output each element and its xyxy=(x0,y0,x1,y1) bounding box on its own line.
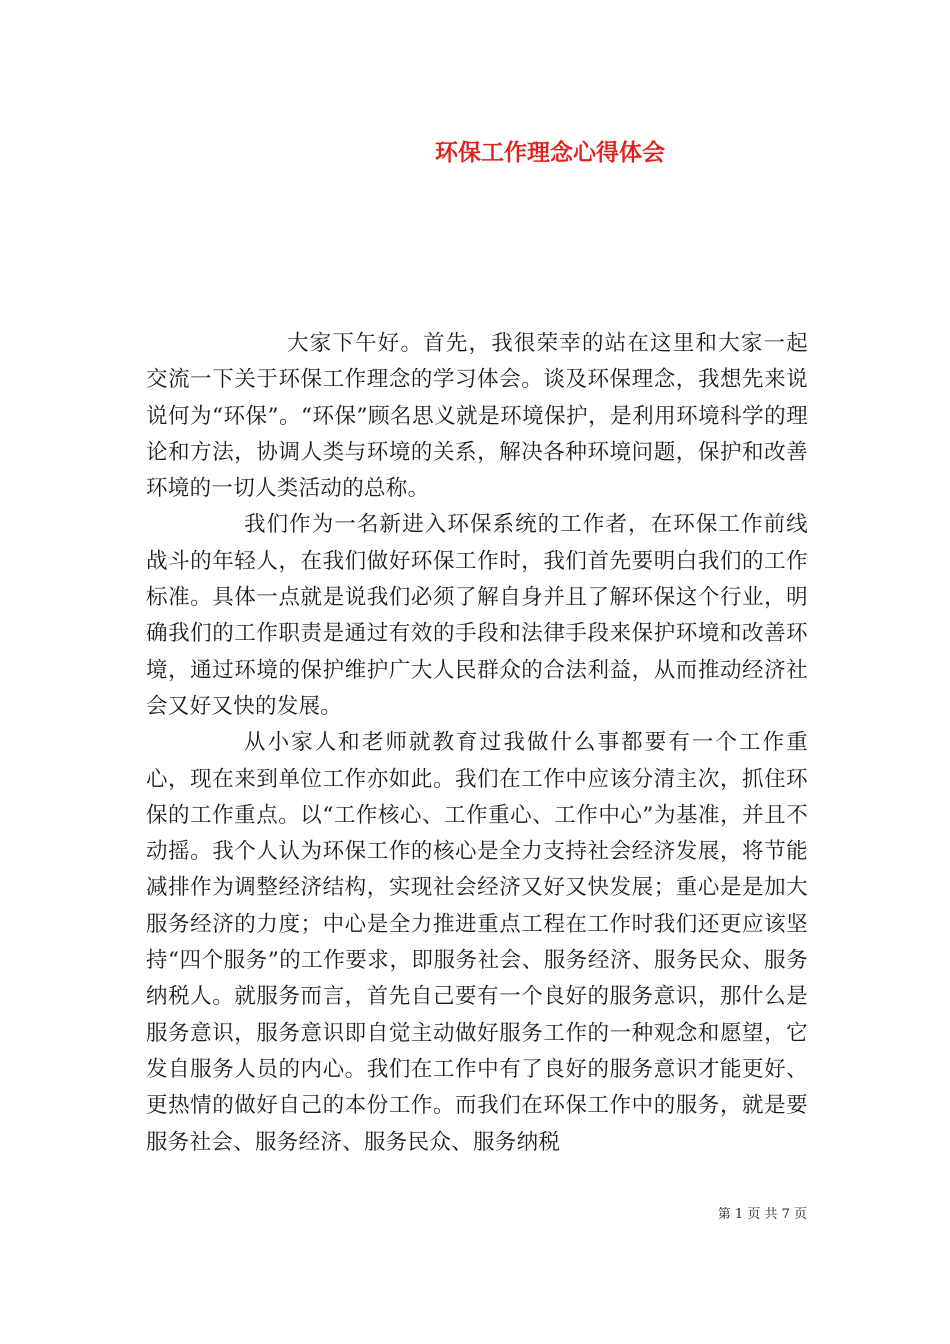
page-number-footer: 第 1 页 共 7 页 xyxy=(717,1207,807,1222)
paragraph-3: 从小家人和老师就教育过我做什么事都要有一个工作重心，现在来到单位工作亦如此。我们在工作中应该分清主次，抓住环保的工作重点。以“工作核心、工作重心、工作中心”为基准，并且不动摇。我个人认为环保工作的核心是全力支持社会经济发展，将节能减排作为调整经济结构，实现社会经济又好又快发展；重心是是加大服务经济的力度；中心是全力推进重点工程在工作时我们还更应该坚持“四个服务”的工作要求，即服务社会、服务经济、服务民众、服务纳税人。就服务而言，首先自己要有一个良好的服务意识，那什么是服务意识，服务意识即自觉主动做好服务工作的一种观念和愿望，它发自服务人员的内心。我们在工作中有了良好的服务意识才能更好、更热情的做好自己的本份工作。而我们在环保工作中的服务，就是要服务社会、服务经济、服务民众、服务纳税 xyxy=(146,730,808,1155)
paragraph-2: 我们作为一名新进入环保系统的工作者，在环保工作前线战斗的年轻人，在我们做好环保工作时，我们首先要明白我们的工作标准。具体一点就是说我们必须了解自身并且了解环保这个行业，明确我们的工作职责是通过有效的手段和法律手段来保护环境和改善环境，通过环境的保护维护广大人民群众的合法利益，从而推动经济社会又好又快的发展。 xyxy=(146,512,808,719)
document-body xyxy=(146,326,808,1161)
paragraph-1: 大家下午好。首先，我很荣幸的站在这里和大家一起交流一下关于环保工作理念的学习体会。谈及环保理念，我想先来说说何为“环保”。“环保”顾名思义就是环境保护，是利用环境科学的理论和方法，协调人类与环境的关系，解决各种环境问题，保护和改善环境的一切人类活动的总称。 xyxy=(146,331,808,502)
document-title: 环保工作理念心得体会 xyxy=(435,139,665,166)
